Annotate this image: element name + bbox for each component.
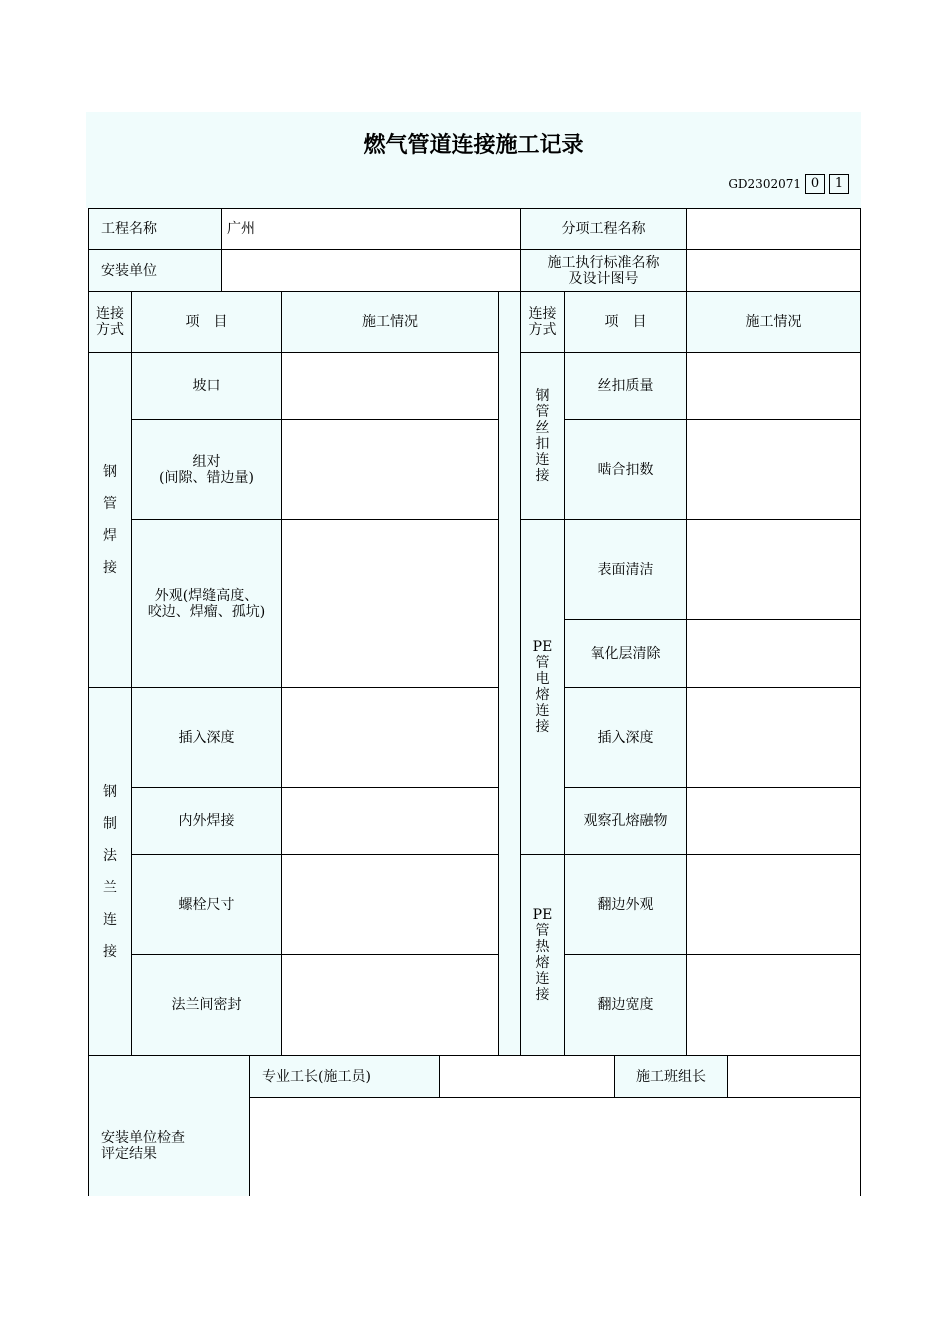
status-flange-appearance[interactable] <box>686 854 861 955</box>
status-insert-depth-right[interactable] <box>686 687 861 788</box>
item-engagement: 啮合扣数 <box>564 419 687 520</box>
form-code-text: GD2302071 <box>728 177 801 191</box>
standard-label: 施工执行标准名称 及设计图号 <box>520 249 687 292</box>
group-steel-weld: 钢 管 焊 接 <box>88 352 132 688</box>
code-box-1[interactable]: 0 <box>805 174 825 194</box>
group-pe-electrofusion: PE 管 电 熔 连 接 <box>520 519 565 855</box>
team-leader-label: 施工班组长 <box>614 1055 728 1098</box>
foreman-label: 专业工长(施工员) <box>249 1055 440 1098</box>
sub-project-label: 分项工程名称 <box>520 208 687 250</box>
item-insert-depth-right: 插入深度 <box>564 687 687 788</box>
left-method-header: 连接 方式 <box>88 291 132 353</box>
result-field[interactable] <box>249 1097 861 1196</box>
item-appearance: 外观(焊缝高度、 咬边、焊瘤、孤坑) <box>131 519 282 688</box>
status-bolt-size[interactable] <box>281 854 499 955</box>
left-status-header: 施工情况 <box>281 291 499 353</box>
team-leader-field[interactable] <box>727 1055 861 1098</box>
project-name-field[interactable]: 广州 <box>221 208 521 250</box>
standard-field[interactable] <box>686 249 861 292</box>
item-flange-appearance: 翻边外观 <box>564 854 687 955</box>
left-item-header: 项 目 <box>131 291 282 353</box>
sub-project-field[interactable] <box>686 208 861 250</box>
status-oxide-removal[interactable] <box>686 619 861 688</box>
status-thread-quality[interactable] <box>686 352 861 420</box>
project-name-label: 工程名称 <box>88 208 222 250</box>
item-inner-outer-weld: 内外焊接 <box>131 787 282 855</box>
status-observe-hole[interactable] <box>686 787 861 855</box>
result-label: 安装单位检查 评定结果 <box>88 1055 250 1196</box>
right-method-header: 连接 方式 <box>520 291 565 353</box>
item-bolt-size: 螺栓尺寸 <box>131 854 282 955</box>
page-title: 燃气管道连接施工记录 <box>363 133 584 158</box>
status-surface-clean[interactable] <box>686 519 861 620</box>
status-insert-depth-left[interactable] <box>281 687 499 788</box>
item-flange-seal: 法兰间密封 <box>131 954 282 1056</box>
status-flange-width[interactable] <box>686 954 861 1056</box>
status-flange-seal[interactable] <box>281 954 499 1056</box>
foreman-field[interactable] <box>439 1055 615 1098</box>
status-engagement[interactable] <box>686 419 861 520</box>
item-oxide-removal: 氧化层清除 <box>564 619 687 688</box>
group-steel-thread: 钢 管 丝 扣 连 接 <box>520 352 565 520</box>
item-observe-hole: 观察孔熔融物 <box>564 787 687 855</box>
item-pairing: 组对 (间隙、错边量) <box>131 419 282 520</box>
status-inner-outer-weld[interactable] <box>281 787 499 855</box>
right-item-header: 项 目 <box>564 291 687 353</box>
group-steel-flange: 钢 制 法 兰 连 接 <box>88 687 132 1056</box>
item-insert-depth-left: 插入深度 <box>131 687 282 788</box>
item-bevel: 坡口 <box>131 352 282 420</box>
right-status-header: 施工情况 <box>686 291 861 353</box>
item-surface-clean: 表面清洁 <box>564 519 687 620</box>
form-code <box>728 174 849 194</box>
status-pairing[interactable] <box>281 419 499 520</box>
install-unit-label: 安装单位 <box>88 249 222 292</box>
code-box-2[interactable]: 1 <box>829 174 849 194</box>
status-appearance[interactable] <box>281 519 499 688</box>
item-thread-quality: 丝扣质量 <box>564 352 687 420</box>
install-unit-field[interactable] <box>221 249 521 292</box>
item-flange-width: 翻边宽度 <box>564 954 687 1056</box>
group-pe-hotmelt: PE 管 热 熔 连 接 <box>520 854 565 1056</box>
column-divider <box>498 291 521 1056</box>
status-bevel[interactable] <box>281 352 499 420</box>
record-sheet <box>86 112 861 1196</box>
